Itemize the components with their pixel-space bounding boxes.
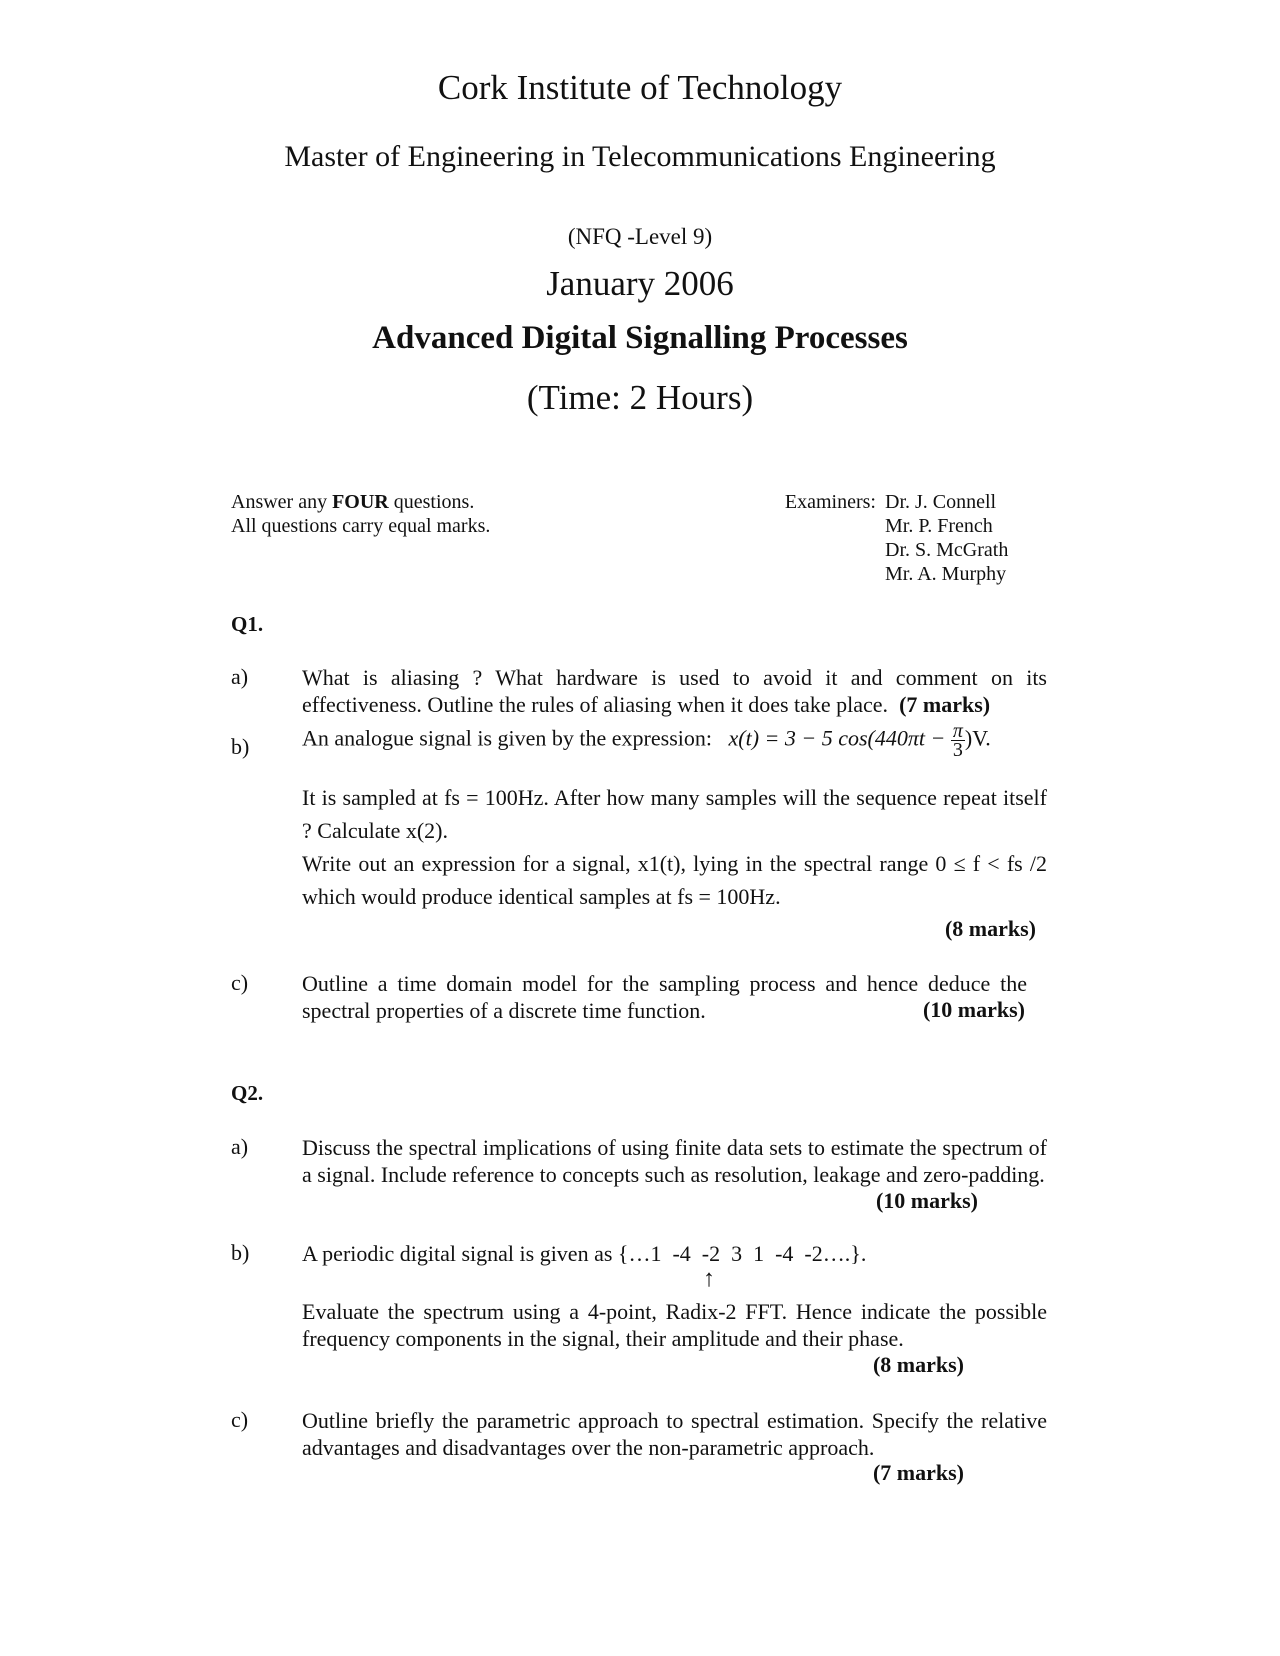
q2-a-text: Discuss the spectral implications of using finite data sets to estimate the spectrum of a signal. Include reference to concepts such as resolution, leakage and zero-padding. bbox=[302, 1135, 1047, 1187]
q2-b-marks: (8 marks) bbox=[872, 1352, 964, 1377]
module-title: Advanced Digital Signalling Processes bbox=[372, 320, 908, 356]
examiner-name: Mr. P. French bbox=[885, 515, 993, 537]
nfq-level: (NFQ -Level 9) bbox=[567, 224, 713, 249]
pi-over-three: $\frac{\pi}{3}$ bbox=[952, 720, 963, 761]
examiner-name: Dr. J. Connell bbox=[885, 491, 997, 513]
q1-c-label: c) bbox=[231, 970, 249, 995]
q1-b-line3: Write out an expression for a signal, x1(t), lying in the spectral range 0 ≤ f < fs /2 which would produce identical samples at fs = 100Hz. bbox=[302, 851, 1047, 909]
q1-b-line1: An analogue signal is given by the expression: x(t) = 3 − 5 cos(440πt − $\frac{\pi}{3}$ )V. bbox=[302, 720, 991, 761]
q1-b-marks: (8 marks) bbox=[944, 916, 1036, 941]
q1-title: Q1. bbox=[231, 612, 264, 636]
q1-c-text: Outline a time domain model for the sampling process and hence deduce the spectral properties of a discrete time function. bbox=[302, 971, 1027, 1023]
q1-b-line2: It is sampled at fs = 100Hz. After how many samples will the sequence repeat itself ? Calculate x(2). bbox=[302, 785, 1047, 843]
examiners-list bbox=[885, 490, 1008, 586]
q1-b-expression: x(t) = 3 − 5 cos(440πt − bbox=[728, 725, 946, 751]
examiner-name: Dr. S. McGrath bbox=[885, 539, 1009, 561]
q1-b-label: b) bbox=[231, 734, 250, 759]
q1-a-label: a) bbox=[231, 664, 249, 689]
exam-duration: (Time: 2 Hours) bbox=[526, 378, 754, 417]
start-index-arrow: ↑ bbox=[703, 1266, 715, 1292]
q1-c-marks: (10 marks) bbox=[922, 997, 1025, 1022]
examiners-label: Examiners: bbox=[784, 491, 876, 513]
q2-b-label: b) bbox=[231, 1240, 250, 1265]
programme-title: Master of Engineering in Telecommunications Engineering bbox=[284, 140, 996, 173]
q2-b-line1: A periodic digital signal is given as {…1 -4 -2 3 1 -4 -2….}. bbox=[302, 1241, 867, 1266]
q1-a-text: What is aliasing ? What hardware is used to avoid it and comment on its effectiveness. Outline the rules of aliasing when it does take place. (7 marks) bbox=[302, 665, 1047, 717]
exam-date: January 2006 bbox=[546, 264, 734, 303]
instruction-line-1: Answer any FOUR questions. bbox=[231, 491, 475, 513]
q2-b-line2: Evaluate the spectrum using a 4-point, Radix-2 FFT. Hence indicate the possible frequency components in the signal, their amplitude and their phase. bbox=[302, 1299, 1047, 1351]
institute-title: Cork Institute of Technology bbox=[437, 68, 843, 107]
q2-c-text: Outline briefly the parametric approach to spectral estimation. Specify the relative advantages and disadvantages over the non-parametric approach. bbox=[302, 1408, 1047, 1460]
q2-c-label: c) bbox=[231, 1407, 249, 1432]
q1-a-marks: (7 marks) bbox=[899, 692, 991, 717]
q2-c-marks: (7 marks) bbox=[872, 1460, 964, 1485]
examiner-name: Mr. A. Murphy bbox=[885, 563, 1007, 585]
instructions bbox=[231, 490, 490, 538]
q2-a-label: a) bbox=[231, 1134, 249, 1159]
q2-a-marks: (10 marks) bbox=[875, 1188, 978, 1213]
q2-title: Q2. bbox=[231, 1081, 264, 1105]
instruction-line-2: All questions carry equal marks. bbox=[231, 515, 491, 537]
